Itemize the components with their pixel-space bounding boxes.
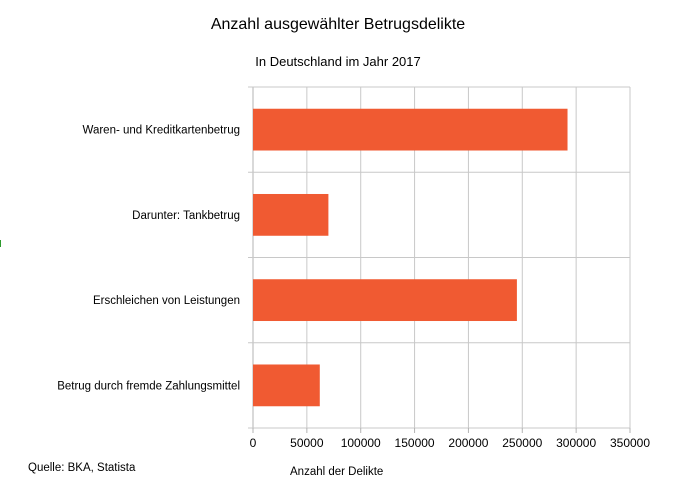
x-tick-labels — [250, 436, 651, 450]
category-labels — [57, 125, 240, 393]
category-label: Waren- und Kreditkartenbetrug — [82, 124, 240, 137]
bar — [253, 194, 328, 236]
x-tick-label: 100000 — [340, 436, 381, 450]
chart-subtitle: In Deutschland im Jahr 2017 — [255, 54, 421, 69]
x-tick-label: 50000 — [290, 436, 324, 450]
category-label: Darunter: Tankbetrug — [132, 209, 240, 222]
x-tick-label: 350000 — [609, 436, 651, 450]
bar — [253, 279, 517, 321]
bar — [253, 109, 568, 151]
x-axis-label: Anzahl der Delikte — [290, 466, 384, 478]
bar — [253, 364, 320, 406]
edge-marker — [0, 240, 5, 247]
x-tick-label: 150000 — [394, 436, 435, 450]
source-note: Quelle: BKA, Statista — [28, 462, 136, 474]
chart-title: Anzahl ausgewählter Betrugsdelikte — [210, 16, 466, 33]
x-tick-label: 250000 — [502, 436, 543, 450]
x-tick-label: 0 — [249, 436, 257, 450]
x-tick-label: 200000 — [448, 436, 489, 450]
category-label: Erschleichen von Leistungen — [92, 295, 240, 308]
category-label: Betrug durch fremde Zahlungsmittel — [57, 380, 240, 393]
x-tick-label: 300000 — [556, 436, 597, 450]
